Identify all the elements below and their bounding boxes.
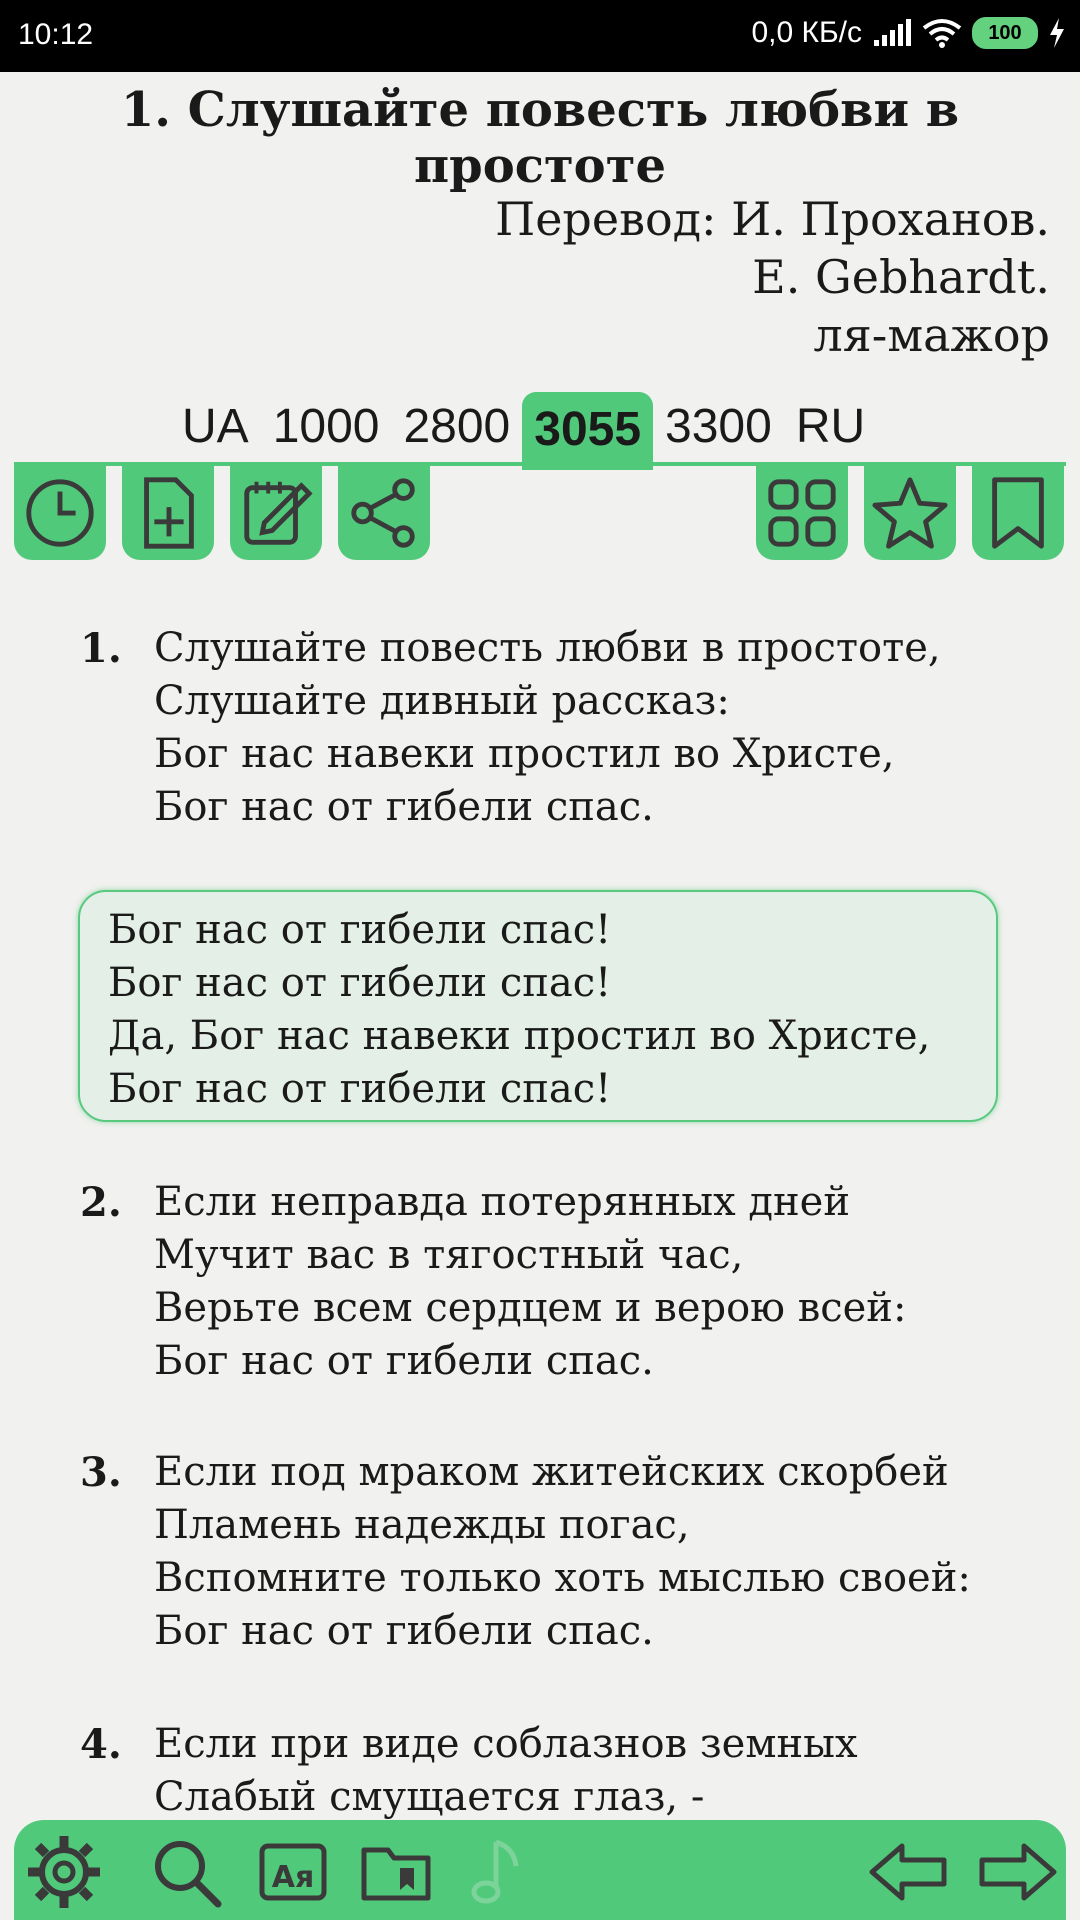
history-icon	[21, 474, 99, 552]
status-right	[751, 16, 1066, 50]
chorus-line: Бог нас от гибели спас!	[108, 907, 612, 953]
verse-number: 2.	[80, 1179, 122, 1226]
music-note-icon	[458, 1832, 538, 1912]
version-tab-1000[interactable]: 1000	[272, 400, 380, 453]
status-time: 10:12	[18, 18, 94, 51]
star-icon	[871, 474, 949, 552]
search-icon	[146, 1832, 226, 1912]
verse-number: 3.	[80, 1449, 122, 1496]
signal-icon	[872, 18, 912, 48]
bookmark-icon	[979, 474, 1057, 552]
verse-line: Слушайте повесть любви в простоте,	[154, 625, 941, 671]
chorus-line: Бог нас от гибели спас!	[108, 1066, 612, 1112]
chorus-box	[78, 890, 998, 1122]
previous-button[interactable]	[868, 1832, 948, 1912]
verse-number: 4.	[80, 1721, 122, 1768]
add-document-button[interactable]	[122, 466, 214, 560]
status-bar	[0, 0, 1080, 72]
verse-line: Бог нас от гибели спас.	[154, 784, 654, 830]
charging-icon	[1048, 18, 1066, 48]
grid-icon	[763, 474, 841, 552]
verse-line: Верьте всем сердцем и верою всей:	[154, 1285, 907, 1331]
musical-key: ля-мажор	[813, 308, 1050, 362]
back-arrow-icon	[868, 1832, 948, 1912]
chorus-line: Бог нас от гибели спас!	[108, 960, 612, 1006]
verse-line: Бог нас от гибели спас.	[154, 1608, 654, 1654]
font-size-icon	[254, 1832, 334, 1912]
version-tab-3055[interactable]: 3055	[522, 392, 653, 470]
verse-line: Вспомните только хоть мыслью своей:	[154, 1555, 971, 1601]
version-tab-2800[interactable]: 2800	[403, 400, 511, 453]
music-button[interactable]	[458, 1832, 538, 1912]
forward-arrow-icon	[978, 1832, 1058, 1912]
translation-credit: Перевод: И. Проханов.	[495, 192, 1050, 246]
add-document-icon	[129, 474, 207, 552]
bookmark-button[interactable]	[972, 466, 1064, 560]
font-size-label: Ая	[271, 1860, 315, 1895]
share-icon	[345, 474, 423, 552]
version-tab-3300[interactable]: 3300	[665, 400, 772, 453]
share-button[interactable]	[338, 466, 430, 560]
font-size-button[interactable]	[254, 1832, 334, 1912]
verse-line: Пламень надежды погас,	[154, 1502, 690, 1548]
version-tab-ru[interactable]: RU	[795, 400, 866, 453]
verse-line: Если под мраком житейских скорбей	[154, 1449, 949, 1495]
verse-1	[80, 622, 941, 834]
folder-icon	[356, 1832, 436, 1912]
version-tabs	[170, 392, 877, 470]
history-button[interactable]	[14, 466, 106, 560]
edit-note-button[interactable]	[230, 466, 322, 560]
next-button[interactable]	[978, 1832, 1058, 1912]
favorite-button[interactable]	[864, 466, 956, 560]
verse-line: Бог нас навеки простил во Христе,	[154, 731, 895, 777]
grid-button[interactable]	[756, 466, 848, 560]
settings-button[interactable]	[24, 1832, 104, 1912]
version-tab-ua[interactable]: UA	[182, 400, 249, 453]
verse-line: Слушайте дивный рассказ:	[154, 678, 730, 724]
wifi-icon	[922, 18, 962, 48]
search-button[interactable]	[146, 1832, 226, 1912]
edit-note-icon	[237, 474, 315, 552]
verse-line: Мучит вас в тягостный час,	[154, 1232, 744, 1278]
verse-3	[80, 1446, 971, 1658]
composer-credit: E. Gebhardt.	[752, 250, 1050, 304]
hymn-title: 1. Слушайте повесть любви в простоте	[120, 82, 960, 194]
battery-indicator: 100	[972, 17, 1038, 49]
bottom-toolbar	[14, 1820, 1066, 1920]
network-speed: 0,0 КБ/с	[751, 16, 862, 49]
folder-button[interactable]	[356, 1832, 436, 1912]
verse-line: Бог нас от гибели спас.	[154, 1338, 654, 1384]
verse-line: Если неправда потерянных дней	[154, 1179, 850, 1225]
verse-line: Слабый смущается глаз, -	[154, 1774, 705, 1820]
hymn-meta	[495, 190, 1050, 364]
chorus-line: Да, Бог нас навеки простил во Христе,	[108, 1013, 931, 1059]
verse-4	[80, 1718, 858, 1824]
verse-2	[80, 1176, 906, 1388]
verse-number: 1.	[80, 625, 122, 672]
verse-line: Если при виде соблазнов земных	[154, 1721, 858, 1767]
settings-icon	[24, 1832, 104, 1912]
